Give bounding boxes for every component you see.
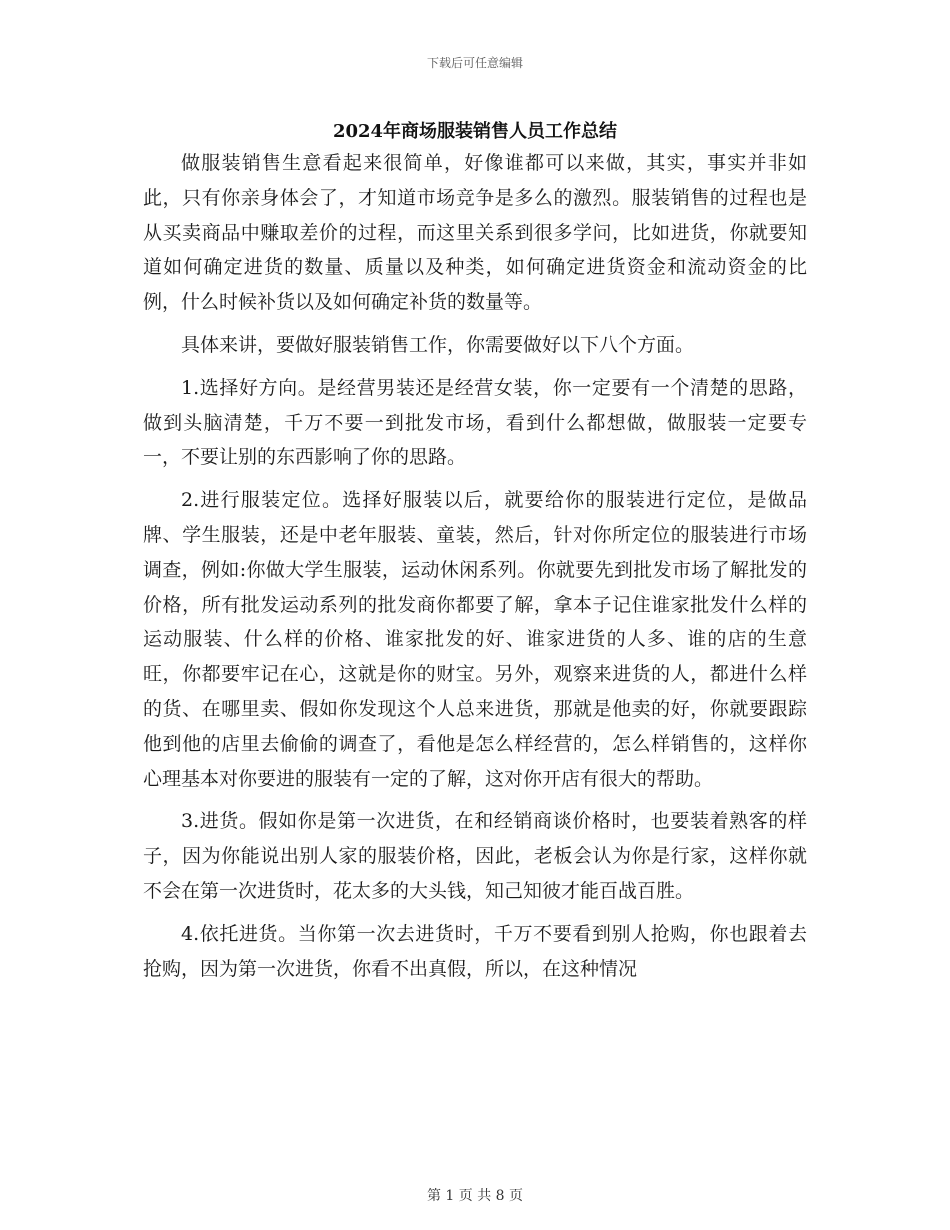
body-paragraph: 做服装销售生意看起来很简单，好像谁都可以来做，其实，事实并非如此，只有你亲身体会了，才知道市场竞争是多么的激烈。服装销售的过程也是从买卖商品中赚取差价的过程，而这里关系到很多学问，比如进货，你就要知道如何确定进货的数量、质量以及种类，如何确定进货资金和流动资金的比例，什么时候补货以及如何确定补货的数量等。: [143, 152, 807, 314]
body-paragraph: 2.进行服装定位。选择好服装以后，就要给你的服装进行定位，是做品牌、学生服装，还是中老年服装、童装，然后，针对你所定位的服装进行市场调查，例如:你做大学生服装，运动休闲系列。你就要先到批发市场了解批发的价格，所有批发运动系列的批发商你都要了解，拿本子记住谁家批发什么样的运动服装、什么样的价格、谁家批发的好、谁家进货的人多、谁的店的生意旺，你都要牢记在心，这就是你的财宝。另外，观察来进货的人，都进什么样的货、在哪里卖、假如你发现这个人总来进货，那就是他卖的好，你就要跟踪他到他的店里去偷偷的调查了，看他是怎么样经营的，怎么样销售的，这样你心理基本对你要进的服装有一定的了解，这对你开店有很大的帮助。: [143, 489, 807, 790]
body-paragraph: 具体来讲，要做好服装销售工作，你需要做好以下八个方面。: [181, 333, 695, 356]
body-paragraph: 4.依托进货。当你第一次去进货时，千万不要看到别人抢购，你也跟着去抢购，因为第一次进货，你看不出真假，所以，在这种情况: [143, 922, 807, 980]
page-number-footer: 第 1 页 共 8 页: [426, 1188, 524, 1204]
body-paragraph: 1.选择好方向。是经营男装还是经营女装，你一定要有一个清楚的思路，做到头脑清楚，千万不要一到批发市场，看到什么都想做，做服装一定要专一，不要让别的东西影响了你的思路。: [143, 376, 807, 469]
document-body: [143, 146, 807, 994]
page-header-note: 下载后可任意编辑: [426, 56, 523, 70]
body-paragraph: 3.进货。假如你是第一次进货，在和经销商谈价格时，也要装着熟客的样子，因为你能说出别人家的服装价格，因此，老板会认为你是行家，这样你就不会在第一次进货时，花太多的大头钱，知己知彼才能百战百胜。: [143, 810, 807, 902]
document-title: 2024年商场服装销售人员工作总结: [332, 121, 618, 142]
